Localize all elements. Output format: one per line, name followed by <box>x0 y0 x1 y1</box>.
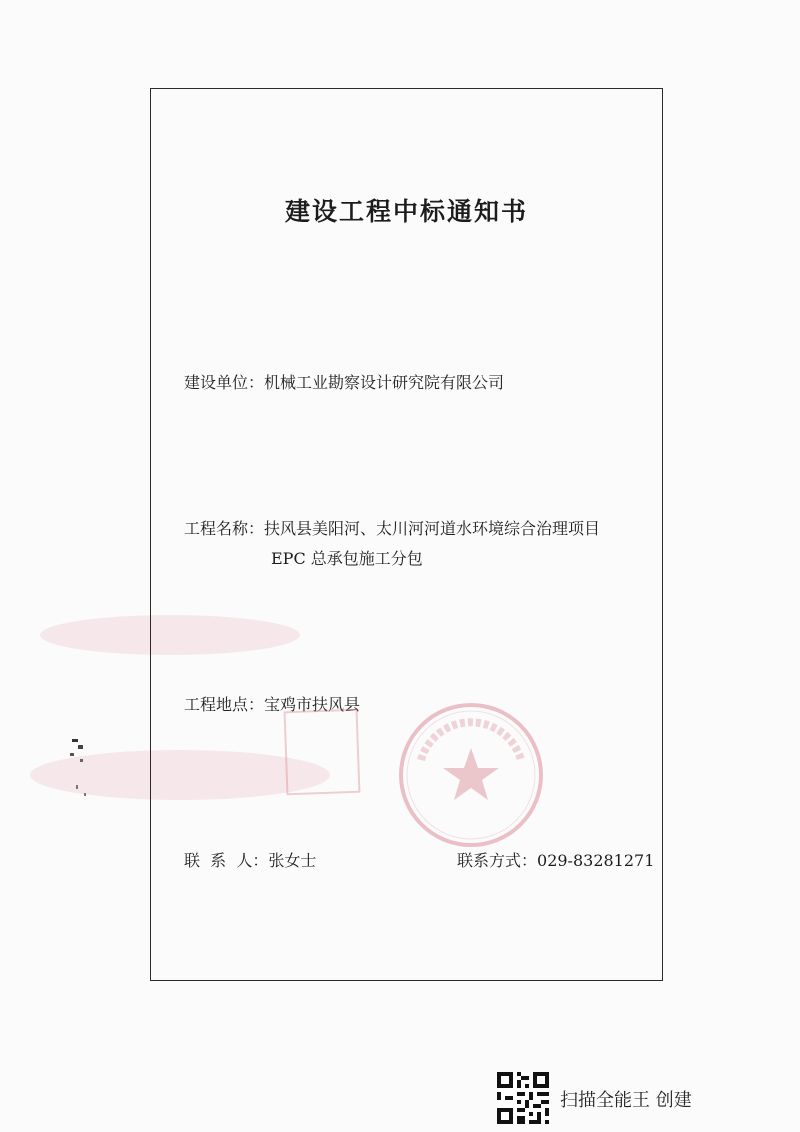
owner-label: 建设单位： <box>184 373 265 392</box>
project-value-line2: EPC 总承包施工分包 <box>271 549 423 568</box>
phone-label: 联系方式： <box>457 851 538 870</box>
phone-value: 029-83281271 <box>537 851 655 870</box>
project-row <box>184 516 600 542</box>
scan-specks <box>60 735 100 805</box>
scanner-watermark: 扫描全能王 创建 <box>560 1090 692 1111</box>
project-value-line1: 扶风县美阳河、太川河河道水环境综合治理项目 <box>264 519 601 538</box>
phone-row <box>457 848 654 874</box>
contact-row <box>184 848 316 874</box>
qr-code-icon <box>497 1072 549 1124</box>
location-label: 工程地点： <box>184 695 265 714</box>
contact-label: 联 系 人： <box>184 851 269 870</box>
owner-value: 机械工业勘察设计研究院有限公司 <box>264 373 505 392</box>
contact-value: 张女士 <box>268 851 317 870</box>
location-value: 宝鸡市扶风县 <box>264 695 361 714</box>
project-label: 工程名称： <box>184 519 265 538</box>
document-title: 建设工程中标通知书 <box>284 197 528 226</box>
official-seal-icon <box>396 700 546 850</box>
square-seal-icon <box>284 709 361 796</box>
owner-row <box>184 370 504 396</box>
